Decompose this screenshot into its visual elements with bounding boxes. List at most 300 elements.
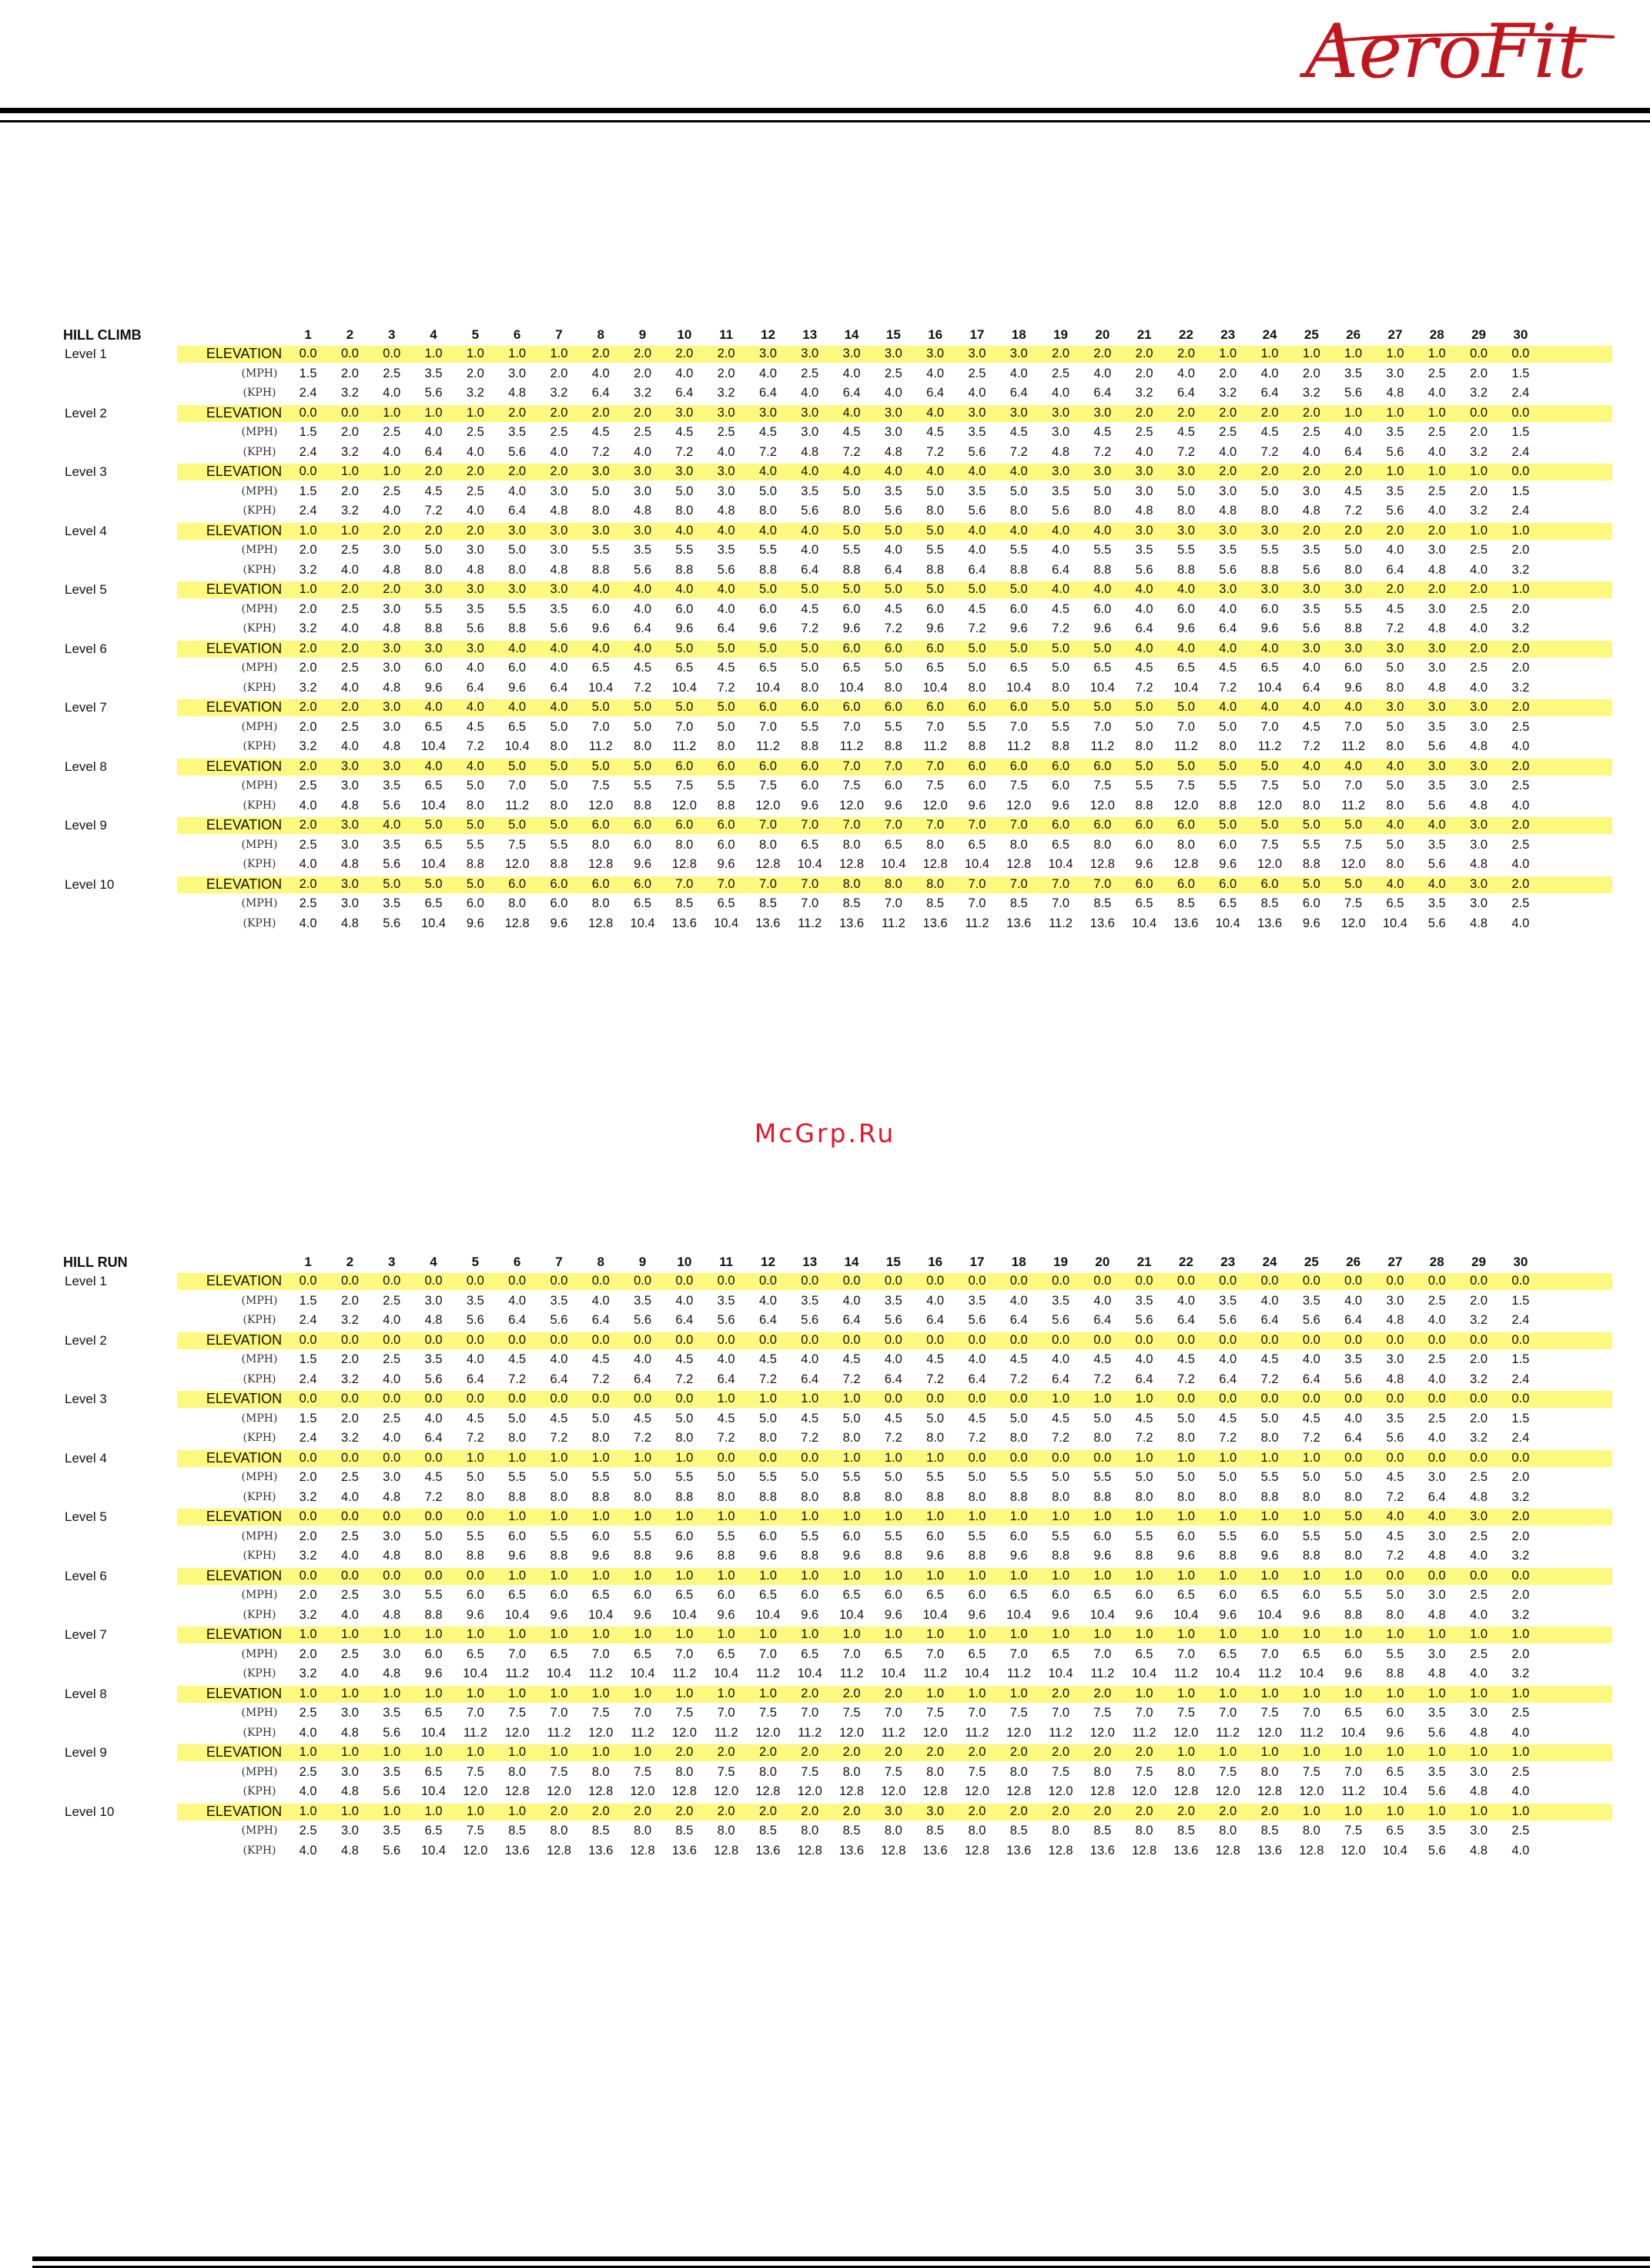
mph-value: 3.0 xyxy=(1427,543,1446,557)
elevation-value: 1.0 xyxy=(842,1509,861,1523)
kph-value: 10.4 xyxy=(964,1667,989,1680)
kph-value: 12.8 xyxy=(797,1843,822,1858)
svg-text:AeroFit: AeroFit xyxy=(1305,8,1587,95)
elevation-value: 2.0 xyxy=(1386,523,1404,538)
elevation-value: 6.0 xyxy=(1176,876,1195,891)
kph-label: (KPH) xyxy=(243,387,276,399)
kph-label: (KPH) xyxy=(243,445,276,458)
mph-value: 5.5 xyxy=(1386,1647,1404,1661)
mph-value: 2.5 xyxy=(299,779,317,792)
mph-value: 2.0 xyxy=(634,366,651,380)
kph-value: 5.6 xyxy=(717,1313,735,1327)
mph-value: 3.5 xyxy=(1386,425,1404,439)
elevation-value: 1.0 xyxy=(591,1568,610,1583)
mph-value: 2.0 xyxy=(717,366,735,380)
kph-value: 3.2 xyxy=(466,386,484,400)
segment-number: 22 xyxy=(1178,327,1193,342)
kph-row xyxy=(63,796,1618,816)
mph-value: 7.0 xyxy=(1093,719,1112,734)
kph-value: 12.8 xyxy=(588,916,614,930)
kph-value: 8.0 xyxy=(508,1431,527,1445)
elevation-value: 4.0 xyxy=(1135,582,1153,596)
mph-value: 3.0 xyxy=(424,1293,443,1308)
level-label: Level 8 xyxy=(65,1686,107,1701)
elevation-value: 4.0 xyxy=(1427,1509,1446,1523)
segment-number: 2 xyxy=(346,327,354,342)
elevation-value: 6.0 xyxy=(1219,876,1237,891)
mph-value: 7.0 xyxy=(591,1647,610,1661)
mph-value: 2.0 xyxy=(550,366,568,380)
elevation-value: 1.0 xyxy=(1302,1450,1320,1465)
mph-label: (MPH) xyxy=(241,544,278,556)
elevation-value: 1.0 xyxy=(1302,1509,1320,1523)
mph-value: 5.0 xyxy=(884,661,902,675)
kph-value: 4.8 xyxy=(383,1667,401,1680)
elevation-value: 1.0 xyxy=(758,1509,777,1523)
kph-value: 8.0 xyxy=(466,1489,484,1504)
elevation-value: 3.0 xyxy=(634,523,651,538)
kph-value: 7.2 xyxy=(550,1431,568,1445)
kph-value: 2.4 xyxy=(1511,386,1530,400)
elevation-value: 5.0 xyxy=(717,700,735,714)
kph-value: 4.0 xyxy=(1427,1372,1446,1386)
elevation-value: 5.0 xyxy=(1302,818,1320,832)
mph-value: 5.5 xyxy=(591,1470,610,1484)
elevation-value: 7.0 xyxy=(801,876,819,891)
mph-value: 6.5 xyxy=(508,719,527,734)
mph-row xyxy=(63,1586,1618,1606)
kph-value: 5.6 xyxy=(801,1313,819,1327)
segment-number: 4 xyxy=(430,327,437,342)
elevation-value: 5.0 xyxy=(383,876,401,891)
kph-value: 4.0 xyxy=(884,386,902,400)
kph-value: 7.2 xyxy=(634,1431,651,1445)
kph-value: 13.6 xyxy=(671,1843,697,1858)
elevation-value: 4.0 xyxy=(1135,641,1153,655)
segment-number: 19 xyxy=(1053,1255,1068,1269)
kph-value: 5.6 xyxy=(1427,1784,1446,1798)
kph-value: 8.8 xyxy=(926,562,945,577)
elevation-value: 2.0 xyxy=(968,1804,986,1818)
mph-row xyxy=(63,776,1618,796)
mph-value: 6.5 xyxy=(1135,896,1153,910)
kph-value: 3.2 xyxy=(1470,1313,1488,1327)
mph-value: 6.5 xyxy=(675,1588,694,1602)
elevation-value: 1.0 xyxy=(758,1627,777,1641)
elevation-value: 1.0 xyxy=(508,1745,527,1759)
elevation-value: 4.0 xyxy=(1386,876,1404,891)
kph-value: 11.2 xyxy=(1341,1784,1366,1798)
kph-value: 9.6 xyxy=(424,680,443,695)
kph-value: 3.2 xyxy=(1511,1667,1530,1680)
mph-value: 6.5 xyxy=(1219,896,1237,910)
segment-number: 26 xyxy=(1346,1255,1361,1269)
elevation-value: 0.0 xyxy=(340,405,359,420)
kph-value: 13.6 xyxy=(755,916,781,930)
elevation-value: 6.0 xyxy=(1009,759,1028,773)
elevation-value: 1.0 xyxy=(550,1627,568,1641)
elevation-value: 7.0 xyxy=(842,759,861,773)
elevation-value: 5.0 xyxy=(634,700,651,714)
mph-value: 6.0 xyxy=(758,1529,777,1543)
kph-value: 4.8 xyxy=(340,1784,359,1798)
mph-value: 3.5 xyxy=(1386,484,1404,498)
kph-value: 5.6 xyxy=(383,798,401,812)
mph-value: 2.5 xyxy=(340,1470,359,1484)
mph-value: 4.0 xyxy=(1260,366,1279,380)
mph-value: 6.5 xyxy=(424,1764,443,1779)
kph-value: 4.8 xyxy=(1427,621,1446,635)
elevation-value: 6.0 xyxy=(884,641,902,655)
kph-value: 4.0 xyxy=(383,1313,401,1327)
mph-value: 7.0 xyxy=(1135,1706,1153,1720)
mph-value: 6.5 xyxy=(968,837,986,852)
kph-value: 7.2 xyxy=(926,1372,945,1386)
kph-value: 11.2 xyxy=(1341,798,1366,812)
elevation-value: 1.0 xyxy=(1093,1568,1112,1583)
mph-value: 6.5 xyxy=(1052,837,1069,852)
kph-value: 11.2 xyxy=(1341,739,1366,753)
segment-number: 24 xyxy=(1262,327,1277,342)
mph-value: 7.5 xyxy=(801,1764,819,1779)
mph-value: 3.5 xyxy=(1344,366,1363,380)
mph-value: 5.0 xyxy=(1344,1529,1363,1543)
mph-value: 2.0 xyxy=(1511,661,1530,675)
elevation-value: 2.0 xyxy=(1511,876,1530,891)
mph-value: 4.5 xyxy=(758,1352,777,1366)
mph-value: 8.0 xyxy=(842,837,861,852)
kph-label: (KPH) xyxy=(243,1844,276,1857)
kph-value: 8.0 xyxy=(591,504,610,518)
mph-value: 7.5 xyxy=(1344,1824,1363,1838)
elevation-value: 0.0 xyxy=(1386,1332,1404,1347)
elevation-value: 1.0 xyxy=(758,1392,777,1405)
mph-value: 2.0 xyxy=(1470,366,1488,380)
elevation-value: 2.0 xyxy=(1009,1804,1028,1818)
mph-value: 2.0 xyxy=(340,1411,359,1425)
kph-value: 12.8 xyxy=(922,1784,948,1798)
mph-value: 3.0 xyxy=(383,543,401,557)
elevation-value: 0.0 xyxy=(383,347,401,360)
kph-value: 8.8 xyxy=(424,1607,443,1622)
elevation-value: 1.0 xyxy=(675,1450,694,1465)
mph-value: 3.0 xyxy=(1470,837,1488,852)
mph-value: 3.0 xyxy=(1470,896,1488,910)
mph-value: 7.0 xyxy=(675,1647,694,1661)
kph-value: 6.4 xyxy=(884,1372,902,1386)
mph-value: 7.5 xyxy=(1176,1706,1195,1720)
kph-value: 11.2 xyxy=(1006,739,1031,753)
kph-value: 6.4 xyxy=(1302,680,1320,695)
mph-value: 7.5 xyxy=(1260,837,1279,852)
kph-value: 7.2 xyxy=(1302,739,1320,753)
elevation-value: 4.0 xyxy=(968,464,986,478)
kph-value: 4.8 xyxy=(634,504,651,518)
kph-value: 12.0 xyxy=(504,1725,530,1740)
elevation-value: 2.0 xyxy=(340,641,359,655)
elevation-value: 5.0 xyxy=(1052,641,1069,655)
kph-value: 8.0 xyxy=(508,562,527,577)
kph-value: 8.0 xyxy=(717,739,735,753)
mph-value: 5.5 xyxy=(1093,543,1112,557)
mph-value: 3.5 xyxy=(1052,484,1069,498)
elevation-value: 5.0 xyxy=(968,582,986,596)
mph-value: 3.0 xyxy=(1427,1647,1446,1661)
kph-value: 4.0 xyxy=(1511,1725,1530,1740)
kph-value: 6.4 xyxy=(1386,562,1404,577)
elevation-value: 6.0 xyxy=(926,641,945,655)
mph-value: 6.5 xyxy=(717,896,735,910)
mph-value: 3.0 xyxy=(1427,1588,1446,1602)
kph-value: 8.8 xyxy=(1344,1607,1363,1622)
kph-value: 11.2 xyxy=(672,739,697,753)
elevation-value: 1.0 xyxy=(1176,1745,1195,1759)
mph-value: 3.0 xyxy=(383,1588,401,1602)
elevation-label: ELEVATION xyxy=(206,1509,283,1524)
elevation-value: 0.0 xyxy=(1093,1274,1112,1288)
elevation-label: ELEVATION xyxy=(206,640,283,656)
elevation-value: 1.0 xyxy=(842,1450,861,1465)
segment-number: 4 xyxy=(430,1255,437,1269)
mph-value: 2.5 xyxy=(466,484,484,498)
mph-value: 4.5 xyxy=(968,601,986,616)
mph-value: 3.5 xyxy=(1302,601,1320,616)
elevation-value: 0.0 xyxy=(383,1450,401,1465)
kph-value: 4.8 xyxy=(1427,1607,1446,1622)
elevation-value: 3.0 xyxy=(1470,700,1488,714)
mph-row xyxy=(63,1704,1618,1724)
mph-value: 2.5 xyxy=(717,425,735,439)
kph-value: 9.6 xyxy=(1052,798,1069,812)
mph-value: 8.0 xyxy=(801,1824,819,1838)
elevation-value: 5.0 xyxy=(1344,1509,1363,1523)
kph-value: 12.0 xyxy=(1089,798,1115,812)
header-rule-thick xyxy=(0,108,1650,113)
elevation-value: 5.0 xyxy=(550,759,568,773)
mph-value: 6.5 xyxy=(842,661,861,675)
kph-value: 4.0 xyxy=(1427,444,1446,459)
kph-value: 4.8 xyxy=(717,504,735,518)
elevation-value: 1.0 xyxy=(340,1804,359,1818)
kph-value: 8.0 xyxy=(758,504,777,518)
mph-row xyxy=(63,1468,1618,1488)
mph-value: 7.0 xyxy=(926,719,945,734)
kph-value: 8.8 xyxy=(1386,1667,1404,1680)
mph-value: 7.0 xyxy=(1344,719,1363,734)
mph-value: 3.0 xyxy=(383,1647,401,1661)
mph-value: 6.0 xyxy=(884,1588,902,1602)
mph-row xyxy=(63,1291,1618,1312)
kph-value: 4.0 xyxy=(299,857,317,871)
elevation-value: 1.0 xyxy=(884,1627,902,1641)
elevation-value: 1.0 xyxy=(299,523,317,538)
program-title: HILL CLIMB xyxy=(63,327,142,343)
kph-value: 9.6 xyxy=(717,857,735,871)
mph-value: 8.0 xyxy=(717,1824,735,1838)
elevation-value: 1.0 xyxy=(1386,347,1404,360)
kph-value: 9.6 xyxy=(968,1607,986,1622)
mph-value: 5.5 xyxy=(1052,719,1069,734)
elevation-value: 1.0 xyxy=(1427,405,1446,420)
mph-value: 3.5 xyxy=(1302,1293,1320,1308)
mph-value: 4.5 xyxy=(1176,425,1195,439)
level-label: Level 5 xyxy=(65,1509,107,1524)
mph-label: (MPH) xyxy=(241,1529,278,1543)
mph-value: 6.5 xyxy=(1009,661,1028,675)
mph-value: 5.0 xyxy=(675,484,694,498)
elevation-value: 4.0 xyxy=(1386,1509,1404,1523)
kph-value: 13.6 xyxy=(755,1843,781,1858)
elevation-value: 2.0 xyxy=(842,1745,861,1759)
mph-value: 5.5 xyxy=(1176,543,1195,557)
mph-value: 3.5 xyxy=(1427,1824,1446,1838)
elevation-value: 7.0 xyxy=(884,818,902,832)
kph-value: 8.0 xyxy=(926,504,945,518)
elevation-value: 1.0 xyxy=(1219,347,1237,360)
kph-value: 8.0 xyxy=(550,798,568,812)
kph-value: 6.4 xyxy=(675,1313,694,1327)
elevation-value: 1.0 xyxy=(466,1804,484,1818)
elevation-value: 3.0 xyxy=(1009,405,1028,420)
elevation-value: 4.0 xyxy=(1344,759,1363,773)
elevation-value: 3.0 xyxy=(424,582,443,596)
elevation-value: 2.0 xyxy=(591,347,610,360)
kph-value: 11.2 xyxy=(965,1725,989,1740)
elevation-value: 1.0 xyxy=(591,1450,610,1465)
kph-label: (KPH) xyxy=(243,563,276,576)
kph-value: 6.4 xyxy=(424,1431,443,1445)
segment-number: 3 xyxy=(388,1255,396,1269)
kph-value: 2.4 xyxy=(1511,1431,1530,1445)
kph-value: 6.4 xyxy=(634,621,651,635)
elevation-label: ELEVATION xyxy=(206,817,283,832)
elevation-value: 1.0 xyxy=(675,1627,694,1641)
elevation-value: 1.0 xyxy=(1176,1568,1195,1583)
mph-value: 8.5 xyxy=(758,896,777,910)
mph-value: 4.5 xyxy=(508,1352,527,1366)
kph-value: 3.2 xyxy=(299,562,317,577)
kph-value: 9.6 xyxy=(634,1607,651,1622)
elevation-value: 4.0 xyxy=(1093,523,1112,538)
kph-value: 9.6 xyxy=(1344,1667,1363,1680)
kph-value: 6.4 xyxy=(1052,1372,1069,1386)
kph-value: 7.2 xyxy=(717,680,735,695)
mph-value: 5.0 xyxy=(1176,1470,1195,1484)
kph-value: 6.4 xyxy=(1052,562,1069,577)
kph-value: 4.0 xyxy=(383,1372,401,1386)
kph-value: 8.0 xyxy=(550,1489,568,1504)
kph-value: 10.4 xyxy=(1173,680,1199,695)
mph-value: 2.5 xyxy=(383,484,401,498)
kph-value: 4.0 xyxy=(340,562,359,577)
elevation-value: 1.0 xyxy=(1344,1804,1363,1818)
level-label: Level 3 xyxy=(65,464,107,479)
kph-value: 4.0 xyxy=(1511,739,1530,753)
kph-value: 9.6 xyxy=(884,798,902,812)
kph-value: 12.8 xyxy=(881,1843,906,1858)
kph-value: 8.8 xyxy=(1219,798,1237,812)
elevation-value: 0.0 xyxy=(299,1274,317,1288)
kph-value: 3.2 xyxy=(1511,1607,1530,1622)
kph-row xyxy=(63,1606,1618,1626)
mph-value: 6.0 xyxy=(1260,601,1279,616)
kph-value: 4.0 xyxy=(968,386,986,400)
kph-value: 5.6 xyxy=(801,504,819,518)
kph-value: 2.4 xyxy=(299,1313,317,1327)
kph-value: 12.0 xyxy=(1340,1843,1366,1858)
elevation-value: 1.0 xyxy=(299,1804,317,1818)
mph-value: 1.5 xyxy=(1511,1293,1530,1308)
kph-value: 11.2 xyxy=(965,916,989,930)
elevation-value: 2.0 xyxy=(675,1745,694,1759)
mph-value: 8.0 xyxy=(508,896,527,910)
segment-number: 16 xyxy=(928,1255,943,1269)
elevation-row xyxy=(63,698,1618,718)
kph-value: 4.0 xyxy=(340,1607,359,1622)
elevation-value: 1.0 xyxy=(801,1627,819,1641)
mph-value: 2.5 xyxy=(1470,1529,1488,1543)
mph-value: 3.0 xyxy=(801,425,819,439)
elevation-label: ELEVATION xyxy=(206,1744,283,1760)
kph-value: 5.6 xyxy=(1302,562,1320,577)
mph-value: 4.5 xyxy=(1386,1529,1404,1543)
mph-value: 6.0 xyxy=(717,837,735,852)
elevation-value: 4.0 xyxy=(675,582,694,596)
elevation-value: 2.0 xyxy=(717,1745,735,1759)
elevation-value: 0.0 xyxy=(424,1450,443,1465)
kph-value: 5.6 xyxy=(1427,857,1446,871)
segment-number: 7 xyxy=(555,327,563,342)
kph-value: 13.6 xyxy=(838,916,865,930)
mph-value: 8.5 xyxy=(926,896,945,910)
mph-value: 4.0 xyxy=(1344,1293,1363,1308)
mph-value: 3.5 xyxy=(801,1293,819,1308)
elevation-label: ELEVATION xyxy=(206,346,283,361)
elevation-value: 1.0 xyxy=(1427,347,1446,360)
kph-value: 3.2 xyxy=(340,386,359,400)
kph-value: 12.8 xyxy=(1173,857,1199,871)
mph-value: 2.5 xyxy=(1470,1470,1488,1484)
kph-value: 10.4 xyxy=(1048,1667,1073,1680)
elevation-value: 4.0 xyxy=(968,523,986,538)
elevation-value: 5.0 xyxy=(1093,641,1112,655)
elevation-value: 0.0 xyxy=(1093,1450,1112,1465)
elevation-value: 1.0 xyxy=(508,1568,527,1583)
kph-value: 9.6 xyxy=(801,1607,819,1622)
mph-value: 4.0 xyxy=(884,1352,902,1366)
elevation-value: 4.0 xyxy=(424,759,443,773)
elevation-value: 5.0 xyxy=(550,818,568,832)
elevation-value: 6.0 xyxy=(801,700,819,714)
elevation-value: 0.0 xyxy=(926,1392,945,1405)
elevation-value: 1.0 xyxy=(1052,1568,1069,1583)
kph-value: 10.4 xyxy=(755,680,781,695)
mph-value: 5.0 xyxy=(926,1411,945,1425)
elevation-value: 0.0 xyxy=(1302,1392,1320,1405)
kph-value: 4.8 xyxy=(1386,1313,1404,1327)
kph-value: 8.8 xyxy=(758,562,777,577)
elevation-value: 1.0 xyxy=(717,1686,735,1700)
elevation-value: 0.0 xyxy=(340,1392,359,1405)
kph-value: 7.2 xyxy=(675,444,694,459)
elevation-value: 3.0 xyxy=(884,405,902,420)
elevation-value: 0.0 xyxy=(1009,1450,1028,1465)
kph-value: 2.4 xyxy=(299,444,317,459)
elevation-value: 1.0 xyxy=(926,1627,945,1641)
kph-value: 12.0 xyxy=(1299,1784,1324,1798)
elevation-value: 0.0 xyxy=(1052,1450,1069,1465)
mph-value: 4.0 xyxy=(926,1293,945,1308)
